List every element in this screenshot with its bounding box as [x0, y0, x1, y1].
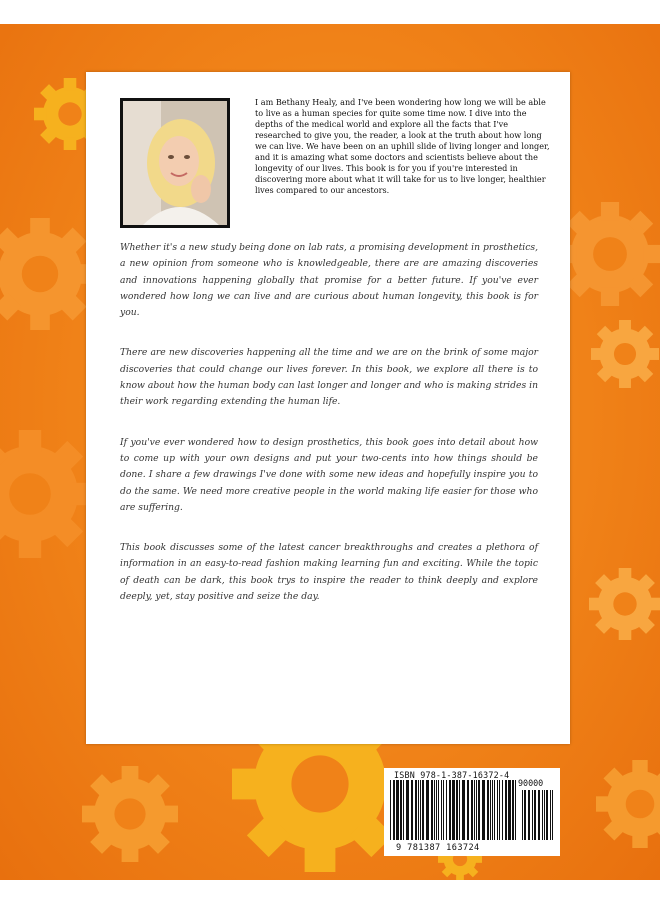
- paragraph: This book discusses some of the latest cancer breakthroughs and creates a plethora of information in an easy-to-read fashion making learning fun and exciting. While the topic of death can be dark, this book trys to inspire the reader to think deeply and explore deeply, yet, stay positive and seize the day.: [120, 542, 538, 603]
- gear-icon: [558, 202, 660, 306]
- gear-icon: [0, 218, 96, 330]
- barcode-digits: 9 781387 163724: [396, 843, 480, 853]
- paragraph: There are new discoveries happening all the time and we are on the brink of some major discoveries that could change our lives forever. In this book, we explore all there is to know about how the human body can last longer and longer and who is making strides in their work regarding extending the human life.: [120, 347, 538, 408]
- author-photo: [120, 98, 230, 228]
- price-code: 90000: [518, 778, 544, 788]
- gear-icon: [82, 766, 178, 862]
- gear-icon: [591, 320, 659, 388]
- book-back-cover: [0, 24, 660, 880]
- paragraph: If you've ever wondered how to design prosthetics, this book goes into detail about how to come up with your own designs and put your two-cents into how things should be done. I share a few drawings I've done with some new ideas and hopefully inspire you to do the same. We need more creative people in the world making life easier for those who are suffering.: [120, 436, 538, 513]
- author-bio: I am Bethany Healy, and I've been wondering how long we will be able to live as a human species for quite some time now. I dive into the depths of the medical world and explore all the facts that I've researched to give you, the reader, a look at the truth about how long we can live. We have been on an uphill slide of living longer and longer, and it is amazing what some doctors and scientists believe about the longevity of our lives. This book is for you if you're interested in discovering more about what it will take for us to live longer, healthier lives compared to our ancestors.: [255, 97, 550, 195]
- isbn-barcode: [384, 768, 560, 856]
- description: [120, 240, 538, 629]
- paragraph: Whether it's a new study being done on lab rats, a promising development in prosthetics, a new opinion from someone who is knowledgeable, there are are amazing discoveries and innovations happening globally that promise for a better future. If you've ever wondered how long we can live and are curious about human longevity, this book is for you.: [120, 242, 538, 319]
- gear-icon: [589, 568, 660, 640]
- barcode-bars: [388, 780, 558, 844]
- gear-icon: [596, 760, 660, 848]
- text-panel: [86, 72, 570, 744]
- gear-icon: [0, 430, 94, 558]
- isbn-label: ISBN 978-1-387-16372-4: [394, 770, 510, 780]
